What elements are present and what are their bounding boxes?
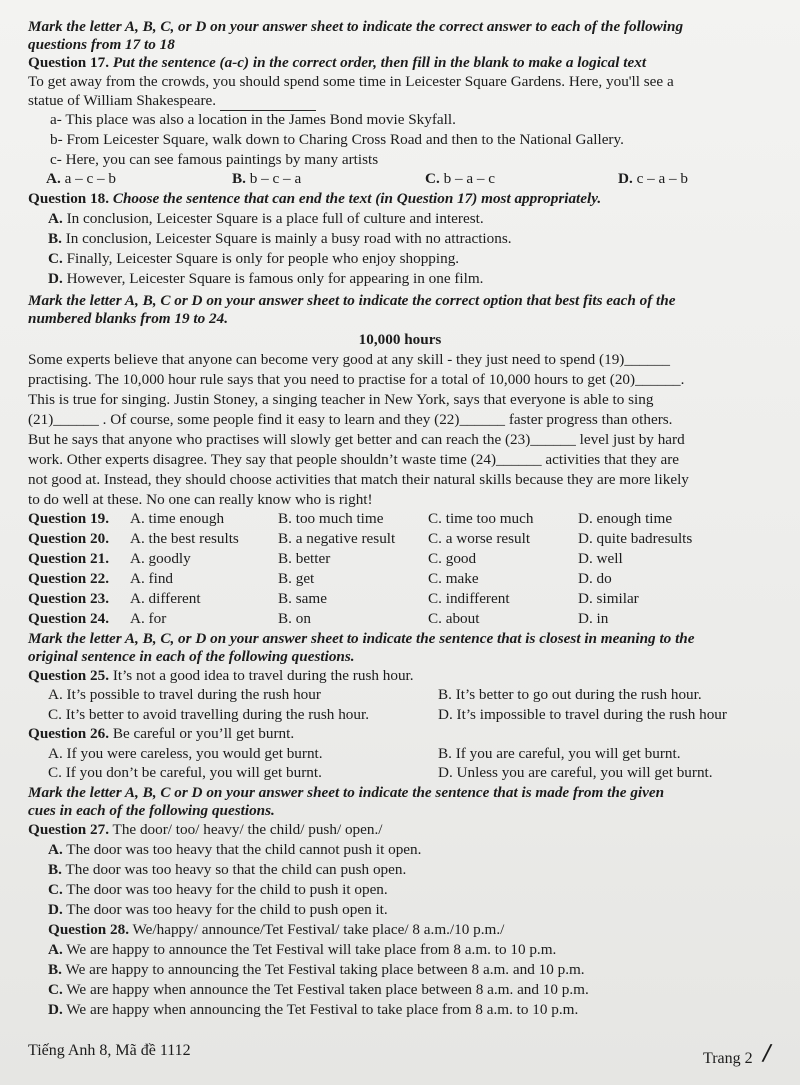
q17-option-a-key: A. [46, 170, 61, 187]
q20-option-b[interactable]: B. a negative result [278, 530, 396, 547]
q23-option-a[interactable]: A. different [130, 590, 201, 607]
q21-option-d[interactable]: D. well [578, 550, 623, 567]
q21-option-c[interactable]: C. good [428, 550, 477, 567]
q17-option-a-text: a – c – b [64, 170, 117, 187]
q20-option-a[interactable]: A. the best results [130, 530, 239, 547]
q17-option-d-text: c – a – b [636, 170, 689, 187]
passage-line-7: not good at. Instead, they should choose activities that match their natural skills because they are more likely [28, 471, 689, 488]
q18-option-c-key: C. [48, 250, 63, 267]
q23-option-d[interactable]: D. similar [578, 590, 639, 607]
q17-option-b-key: B. [232, 170, 246, 187]
q17-blank [220, 92, 316, 111]
q17-option-b[interactable] [232, 170, 301, 188]
footer-page-number: Trang 2 [703, 1050, 753, 1067]
q17-option-c-text: b – a – c [443, 170, 496, 187]
q18-heading [28, 190, 800, 208]
q22-option-d[interactable]: D. do [578, 570, 612, 587]
q27-option-c-text: The door was too heavy for the child to push it open. [66, 881, 388, 898]
q25-option-c[interactable]: C. It’s better to avoid travelling during the rush hour. [48, 706, 369, 723]
q19-option-c[interactable]: C. time too much [428, 510, 534, 527]
section2-instruction-line2: numbered blanks from 19 to 24. [28, 310, 228, 327]
q24-option-c[interactable]: C. about [428, 610, 480, 627]
q28-option-a-key: A. [48, 941, 63, 958]
passage-line-3: This is true for singing. Justin Stoney, a singing teacher in New York, says that everyone is able to sing [28, 391, 654, 408]
page-slash-mark: / [760, 1037, 773, 1070]
q17-option-c[interactable] [425, 170, 495, 188]
q17-option-d-key: D. [618, 170, 633, 187]
q18-option-a-key: A. [48, 210, 63, 227]
q25-label: Question 25. [28, 667, 110, 684]
q17-option-d[interactable] [618, 170, 688, 188]
q17-option-a[interactable] [46, 170, 116, 188]
q18-option-c-text: Finally, Leicester Square is only for people who enjoy shopping. [66, 250, 460, 267]
q19-label: Question 19. [28, 510, 110, 527]
q24-option-a[interactable]: A. for [130, 610, 167, 627]
q21-option-a[interactable]: A. goodly [130, 550, 191, 567]
q28-option-a[interactable] [48, 941, 556, 959]
q20-label: Question 20. [28, 530, 110, 547]
q27-option-b-key: B. [48, 861, 62, 878]
q22-option-a[interactable]: A. find [130, 570, 174, 587]
q27-heading [28, 821, 800, 839]
q25-text: It’s not a good idea to travel during the rush hour. [112, 667, 414, 684]
q18-option-c[interactable] [48, 250, 459, 268]
passage-title: 10,000 hours [358, 331, 442, 348]
passage-line-1: Some experts believe that anyone can become very good at any skill - they just need to spend (19)______ [28, 351, 670, 368]
section1-instruction-line2: questions from 17 to 18 [28, 36, 175, 53]
q22-option-c[interactable]: C. make [428, 570, 479, 587]
q28-heading [48, 921, 800, 939]
q27-text: The door/ too/ heavy/ the child/ push/ open./ [112, 821, 383, 838]
q28-option-c[interactable] [48, 981, 589, 999]
q27-option-a[interactable] [48, 841, 421, 859]
passage-line-8: to do well at these. No one can really know who is right! [28, 491, 373, 508]
q28-option-d-key: D. [48, 1001, 63, 1018]
q19-option-a[interactable]: A. time enough [130, 510, 225, 527]
q23-option-b[interactable]: B. same [278, 590, 327, 607]
q27-option-b-text: The door was too heavy so that the child can push open. [65, 861, 407, 878]
q19-option-b[interactable]: B. too much time [278, 510, 384, 527]
q27-option-d[interactable] [48, 901, 388, 919]
q24-option-b[interactable]: B. on [278, 610, 311, 627]
passage-line-5: But he says that anyone who practises will slowly get better and can reach the (23)______ level just by hard [28, 431, 685, 448]
q25-option-d[interactable]: D. It’s impossible to travel during the rush hour [438, 706, 727, 723]
q28-option-d-text: We are happy when announcing the Tet Festival to take place from 8 a.m. to 10 p.m. [66, 1001, 579, 1018]
q26-option-d[interactable]: D. Unless you are careful, you will get burnt. [438, 764, 713, 781]
q22-label: Question 22. [28, 570, 110, 587]
q26-option-b[interactable]: B. If you are careful, you will get burnt. [438, 745, 681, 762]
q28-label: Question 28. [48, 921, 130, 938]
q17-prompt: Put the sentence (a-c) in the correct order, then fill in the blank to make a logical text [112, 54, 647, 71]
q25-option-b[interactable]: B. It’s better to go out during the rush hour. [438, 686, 702, 703]
section3-instruction-line1: Mark the letter A, B, C, or D on your answer sheet to indicate the sentence that is closest in meaning to the [28, 630, 695, 647]
q25-heading [28, 667, 800, 685]
q20-option-d[interactable]: D. quite badresults [578, 530, 693, 547]
q18-label: Question 18. [28, 190, 110, 207]
q24-option-d[interactable]: D. in [578, 610, 609, 627]
footer-exam-code: Tiếng Anh 8, Mã đề 1112 [28, 1042, 191, 1059]
q26-label: Question 26. [28, 725, 110, 742]
q27-option-d-key: D. [48, 901, 63, 918]
passage-line-6: work. Other experts disagree. They say that people shouldn’t waste time (24)______ activities that they are [28, 451, 680, 468]
section1-instruction-line1: Mark the letter A, B, C, or D on your answer sheet to indicate the correct answer to each of the following [28, 18, 684, 35]
q24-label: Question 24. [28, 610, 110, 627]
q17-label: Question 17. [28, 54, 110, 71]
q28-text: We/happy/ announce/Tet Festival/ take place/ 8 a.m./10 p.m./ [132, 921, 505, 938]
q18-option-d[interactable] [48, 270, 483, 288]
q27-option-c[interactable] [48, 881, 388, 899]
q28-option-d[interactable] [48, 1001, 578, 1019]
q19-option-d[interactable]: D. enough time [578, 510, 673, 527]
q28-option-c-key: C. [48, 981, 63, 998]
q17-option-c-key: C. [425, 170, 440, 187]
q18-option-b-key: B. [48, 230, 62, 247]
q22-option-b[interactable]: B. get [278, 570, 315, 587]
section3-instruction-line2: original sentence in each of the following questions. [28, 648, 355, 665]
q26-heading [28, 725, 800, 743]
q28-option-a-text: We are happy to announce the Tet Festival will take place from 8 a.m. to 10 p.m. [66, 941, 557, 958]
q28-option-c-text: We are happy when announce the Tet Festival taken place between 8 a.m. and 10 p.m. [66, 981, 589, 998]
q17-heading [28, 54, 800, 72]
q18-prompt: Choose the sentence that can end the text (in Question 17) most appropriately. [112, 190, 602, 207]
q17-item-c: c- Here, you can see famous paintings by many artists [50, 151, 379, 168]
q27-option-c-key: C. [48, 881, 63, 898]
section2-instruction-line1: Mark the letter A, B, C or D on your answer sheet to indicate the correct option that best fits each of the [28, 292, 676, 309]
passage-line-4: (21)______ . Of course, some people find it easy to learn and they (22)______ faster progress than others. [28, 411, 673, 428]
q18-option-b-text: In conclusion, Leicester Square is mainly a busy road with no attractions. [65, 230, 512, 247]
q27-label: Question 27. [28, 821, 110, 838]
q23-label: Question 23. [28, 590, 110, 607]
q18-option-a[interactable] [48, 210, 484, 228]
q17-text-line1: To get away from the crowds, you should spend some time in Leicester Square Gardens. Here, you'll see a [28, 73, 674, 90]
q17-option-b-text: b – c – a [249, 170, 302, 187]
q27-option-b[interactable] [48, 861, 406, 879]
section4-instruction-line2: cues in each of the following questions. [28, 802, 275, 819]
q17-item-b: b- From Leicester Square, walk down to Charing Cross Road and then to the National Gallery. [50, 131, 624, 148]
q28-option-b-key: B. [48, 961, 62, 978]
q18-option-d-key: D. [48, 270, 63, 287]
q26-text: Be careful or you’ll get burnt. [112, 725, 295, 742]
q21-option-b[interactable]: B. better [278, 550, 331, 567]
q26-option-c[interactable]: C. If you don’t be careful, you will get burnt. [48, 764, 322, 781]
q17-text-line2-text: statue of William Shakespeare. [28, 92, 217, 109]
q28-option-b-text: We are happy to announcing the Tet Festival taking place between 8 a.m. and 10 p.m. [65, 961, 585, 978]
section4-instruction-line1: Mark the letter A, B, C or D on your answer sheet to indicate the sentence that is made from the given [28, 784, 665, 801]
q28-option-b[interactable] [48, 961, 585, 979]
passage-line-2: practising. The 10,000 hour rule says that you need to practise for a total of 10,000 hours to get (20)______. [28, 371, 685, 388]
q17-item-a: a- This place was also a location in the James Bond movie Skyfall. [50, 111, 456, 128]
q27-option-a-text: The door was too heavy that the child cannot push it open. [66, 841, 422, 858]
q25-option-a[interactable]: A. It’s possible to travel during the rush hour [48, 686, 321, 703]
q27-option-a-key: A. [48, 841, 63, 858]
q26-option-a[interactable]: A. If you were careless, you would get burnt. [48, 745, 323, 762]
q17-text-line2 [28, 92, 800, 111]
q23-option-c[interactable]: C. indifferent [428, 590, 510, 607]
q20-option-c[interactable]: C. a worse result [428, 530, 531, 547]
q18-option-b[interactable] [48, 230, 512, 248]
q18-option-a-text: In conclusion, Leicester Square is a place full of culture and interest. [66, 210, 484, 227]
q27-option-d-text: The door was too heavy for the child to push open it. [66, 901, 388, 918]
q18-option-d-text: However, Leicester Square is famous only for appearing in one film. [66, 270, 484, 287]
q21-label: Question 21. [28, 550, 110, 567]
